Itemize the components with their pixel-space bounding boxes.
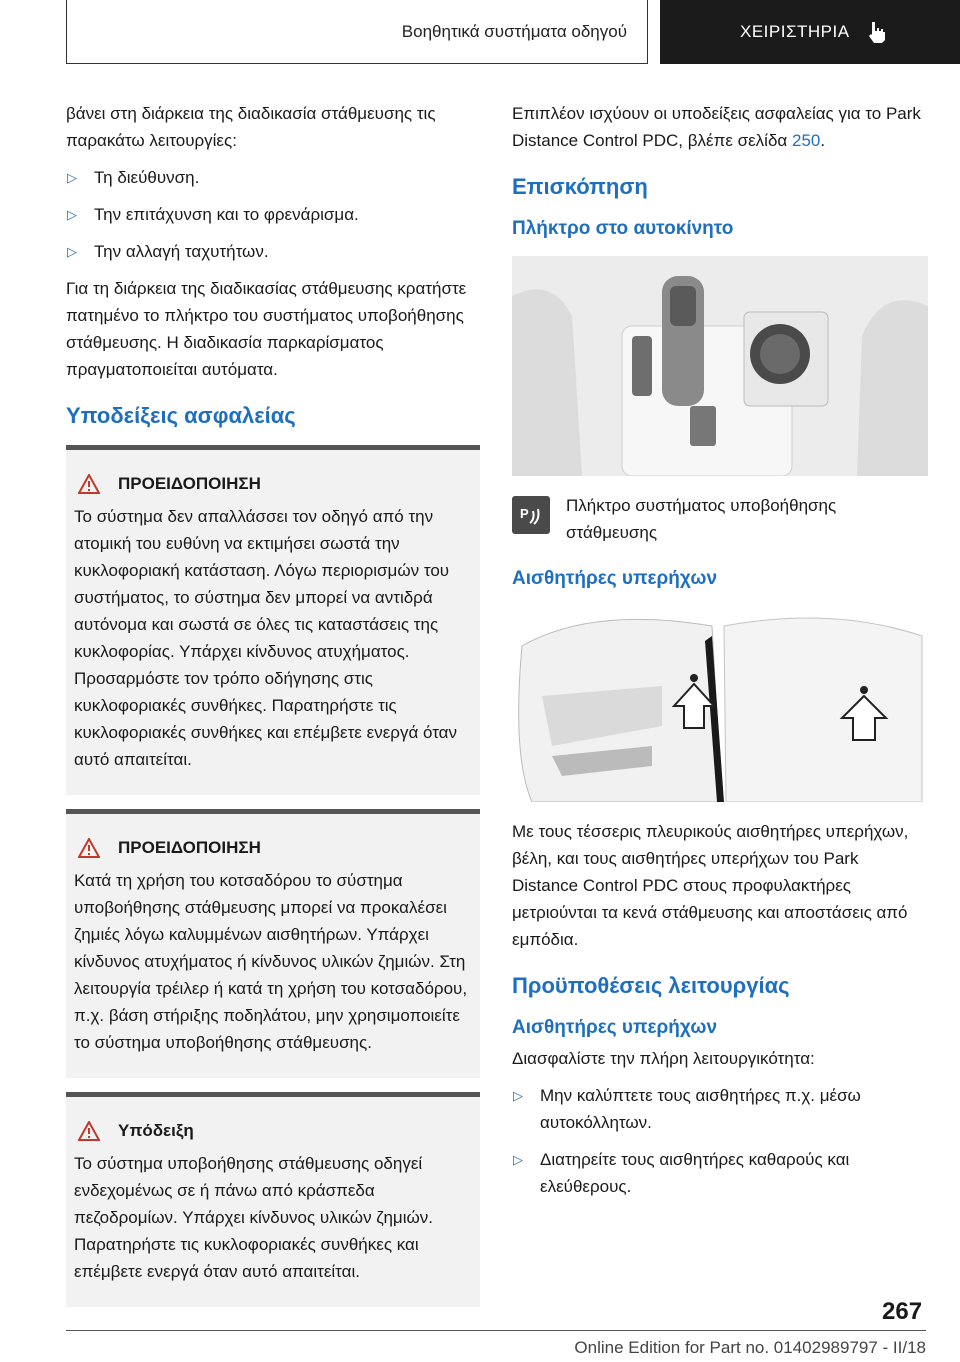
warning-title: ΠΡΟΕΙΔΟΠΟΙΗΣΗ bbox=[118, 838, 261, 857]
button-caption bbox=[512, 492, 928, 546]
bullet-triangle-icon: ▷ bbox=[513, 1152, 523, 1167]
bullet-triangle-icon: ▷ bbox=[67, 170, 77, 185]
console-photo bbox=[512, 256, 928, 476]
note-box bbox=[66, 1092, 480, 1307]
sensors-subheading: Αισθητήρες υπερήχων bbox=[512, 1017, 718, 1038]
pdc-reference: Επιπλέον ισχύουν οι υποδείξεις ασφαλείας για το Park Distance Control PDC, βλέπε σελίδα 250. bbox=[512, 104, 921, 150]
bumper-sensors-illustration bbox=[512, 606, 928, 802]
chapter-title: Βοηθητικά συστήματα οδηγού bbox=[401, 21, 627, 41]
bullet-triangle-icon: ▷ bbox=[67, 244, 77, 259]
list-item: ▷ Την αλλαγή ταχυτήτων. bbox=[66, 238, 480, 265]
right-column bbox=[512, 100, 928, 1210]
parking-assistant-button-icon bbox=[512, 496, 550, 534]
procedure-paragraph: Για τη διάρκεια της διαδικασίας στάθμευσης κρατήστε πατημένο το πλήκτρο του συστήματος υποβοήθησης στάθμευσης. Η διαδικασία παρκαρίσματος πραγματοποιείται αυτόματα. bbox=[66, 279, 467, 379]
note-text: Το σύστημα υποβοήθησης στάθμευσης οδηγεί ενδεχομένως σε ή πάνω από κράσπεδα πεζοδρομίων. Υπάρχει κίνδυνος υλικών ζημιών. Παρατηρήστε τις κυκλοφοριακές συνθήκες και επέμβετε ενεργά όταν αυτό απαιτείται. bbox=[74, 1154, 434, 1281]
overview-heading: Επισκόπηση bbox=[512, 174, 648, 199]
ensure-paragraph: Διασφαλίστε την πλήρη λειτουργικότητα: bbox=[512, 1049, 815, 1068]
warning-triangle-icon bbox=[78, 474, 100, 494]
manual-tab-label: ΧΕΙΡΙΣΤΗΡΙΑ bbox=[740, 22, 850, 41]
warning-triangle-icon bbox=[78, 1121, 100, 1141]
left-column bbox=[66, 100, 480, 1321]
footer-divider bbox=[66, 1330, 926, 1331]
intro-paragraph: βάνει στη διάρκεια της διαδικασία στάθμευσης τις παρακάτω λειτουργίες: bbox=[66, 104, 436, 150]
edition-footer: Online Edition for Part no. 01402989797 - II/18 bbox=[574, 1338, 926, 1357]
sensors-heading: Αισθητήρες υπερήχων bbox=[512, 568, 718, 589]
sensors-paragraph: Με τους τέσσερις πλευρικούς αισθητήρες υπερήχων, βέλη, και τους αισθητήρες υπερήχων του Park Distance Control PDC στους προφυλακτήρες μετριούνται τα κενά στάθμευσης και αποστάσεις από εμπόδια. bbox=[512, 822, 909, 949]
svg-text:P: P bbox=[520, 506, 529, 521]
list-item: ▷ Μην καλύπτετε τους αισθητήρες π.χ. μέσω αυτοκόλλητων. bbox=[512, 1082, 928, 1136]
list-item: ▷ Τη διεύθυνση. bbox=[66, 164, 480, 191]
warning-triangle-icon bbox=[78, 838, 100, 858]
note-title: Υπόδειξη bbox=[118, 1121, 194, 1140]
warning-text: Κατά τη χρήση του κοτσαδόρου το σύστημα υποβοήθησης στάθμευσης μπορεί να προκαλέσει ζημιές λόγω καλυμμένων αισθητήρων. Υπάρχει κίνδυνος ατυχήματος ή κίνδυνος υλικών ζημιών. Στη λειτουργία τρέιλερ ή κατά τη χρήση του κοτσαδόρου, π.χ. βάση στήριξης ποδηλάτου, μην χρησιμοποιείτε το σύστημα υποβοήθησης στάθμευσης. bbox=[74, 871, 468, 1052]
warning-box bbox=[66, 445, 480, 795]
safety-heading: Υποδείξεις ασφαλείας bbox=[66, 403, 296, 428]
warning-text: Το σύστημα δεν απαλλάσσει τον οδηγό από την ατομική του ευθύνη να εκτιμήσει σωστά την κυκλοφοριακή κατάσταση. Λόγω περιορισμών του συστήματος, το σύστημα δεν μπορεί να αντιδρά αυτόνομα και σωστά σε όλες τις καταστάσεις της κυκλοφορίας. Υπάρχει κίνδυνος ατυχήματος. Προσαρμόστε τον τρόπο οδήγησης στις κυκλοφοριακές συνθήκες. Παρατηρήστε τις κυκλοφοριακές συνθήκες και επέμβετε ενεργά όταν αυτό απαιτείται. bbox=[74, 507, 458, 769]
chapter-header bbox=[66, 0, 648, 64]
center-console-illustration bbox=[512, 256, 928, 476]
warning-title: ΠΡΟΕΙΔΟΠΟΙΗΣΗ bbox=[118, 474, 261, 493]
warning-box bbox=[66, 809, 480, 1078]
list-item: ▷ Την επιτάχυνση και το φρενάρισμα. bbox=[66, 201, 480, 228]
manual-tab[interactable] bbox=[660, 0, 960, 64]
page-link[interactable]: 250 bbox=[792, 131, 821, 150]
hand-pointer-icon bbox=[866, 20, 888, 44]
list-item: ▷ Διατηρείτε τους αισθητήρες καθαρούς και ελεύθερους. bbox=[512, 1146, 928, 1200]
caption-text: Πλήκτρο συστήματος υποβοήθησης στάθμευσης bbox=[566, 496, 837, 542]
bullet-triangle-icon: ▷ bbox=[513, 1088, 523, 1103]
bullet-triangle-icon: ▷ bbox=[67, 207, 77, 222]
page-number: 267 bbox=[882, 1298, 923, 1325]
sensor-photo bbox=[512, 606, 928, 802]
requirements-heading: Προϋποθέσεις λειτουργίας bbox=[512, 973, 790, 998]
button-heading: Πλήκτρο στο αυτοκίνητο bbox=[512, 218, 734, 239]
